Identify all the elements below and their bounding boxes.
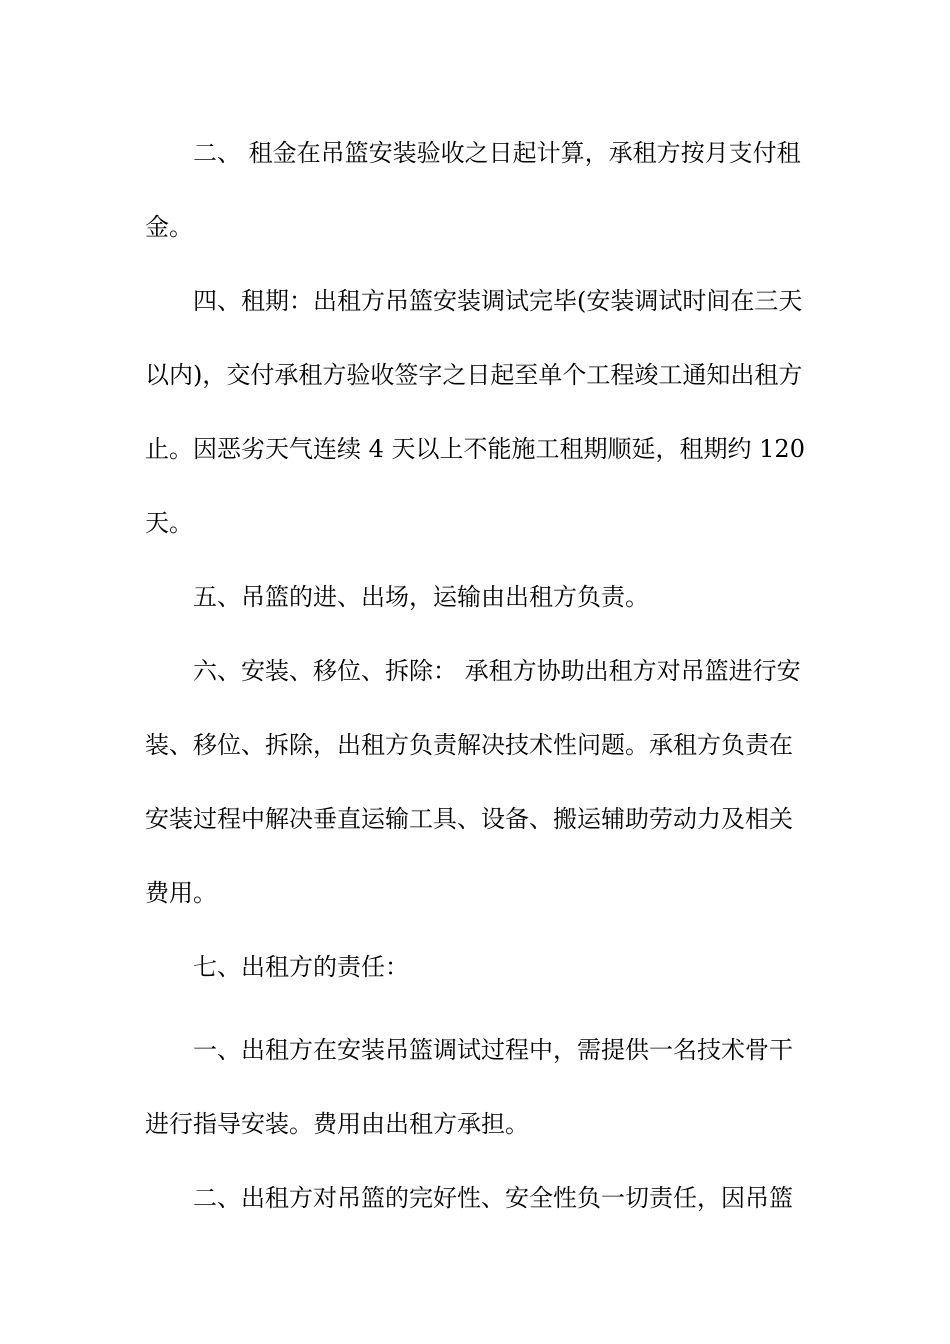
line-text: 二、出租方对吊篮的完好性、安全性负一切责任，因吊篮: [193, 1184, 793, 1212]
line-text: 安装过程中解决垂直运输工具、设备、搬运辅助劳动力及相关: [145, 805, 793, 833]
line-text: 天。: [145, 509, 193, 537]
line-text: 以内)，交付承租方验收签字之日起至单个工程竣工通知出租方: [145, 361, 803, 389]
line-text: 四、租期：出租方吊篮安装调试完毕(安装调试时间在三天: [193, 287, 803, 315]
line-text: 六、安装、移位、拆除： 承租方协助出租方对吊篮进行安: [193, 657, 801, 685]
line-text: 金。: [145, 213, 193, 241]
line-text: 二、 租金在吊篮安装验收之日起计算，承租方按月支付租: [193, 139, 801, 167]
line-text: 进行指导安装。费用由出租方承担。: [145, 1110, 529, 1138]
line-text: 七、出租方的责任：: [193, 953, 409, 981]
line-text: 装、移位、拆除，出租方负责解决技术性问题。承租方负责在: [145, 731, 793, 759]
line-text: 一、出租方在安装吊篮调试过程中，需提供一名技术骨干: [193, 1036, 793, 1064]
line-text: 费用。: [145, 879, 217, 907]
line-text: 五、吊篮的进、出场，运输由出租方负责。: [193, 583, 649, 611]
line-text: 止。因恶劣天气连续 4 天以上不能施工租期顺延，租期约 120: [145, 435, 805, 463]
